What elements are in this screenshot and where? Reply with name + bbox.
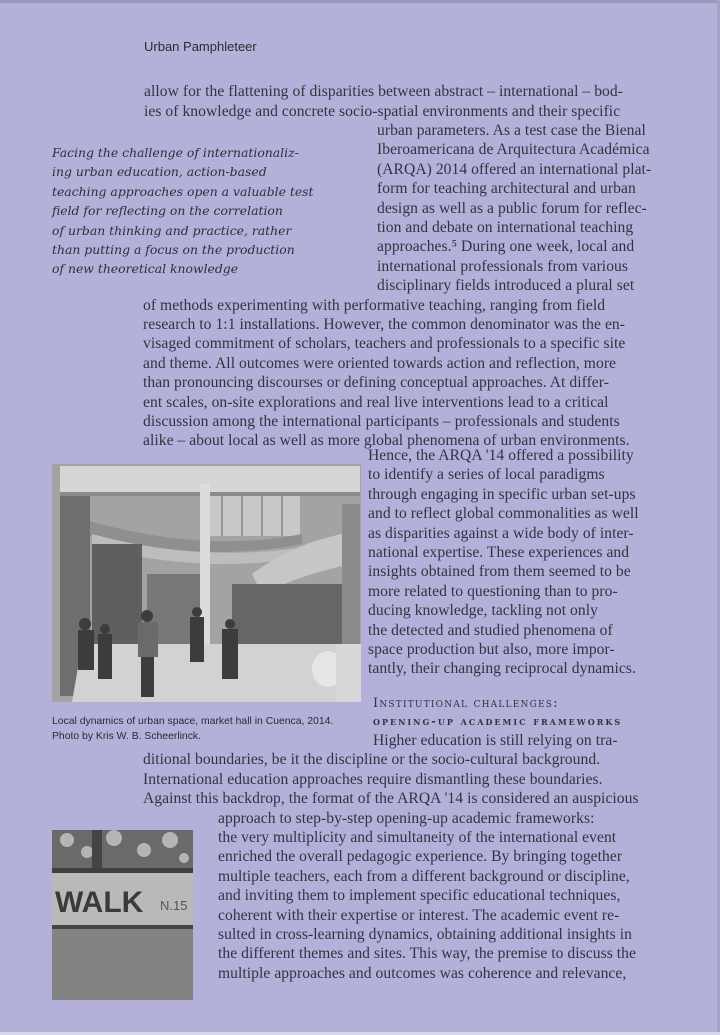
section-heading-line2: opening-up academic frameworks <box>373 715 623 728</box>
pull-quote-line: of new theoretical knowledge <box>52 261 239 277</box>
text-line: ducing knowledge, tackling not only <box>368 602 598 620</box>
text-line: more related to questioning than to pro- <box>368 582 618 600</box>
walk-sign-photo <box>52 830 193 1000</box>
text-line: urban parameters. As a test case the Bienal <box>377 122 646 139</box>
running-head: Urban Pamphleteer <box>144 39 257 54</box>
caption-line: Local dynamics of urban space, market hall in Cuenca, 2014. <box>52 716 334 727</box>
pull-quote-line: of urban thinking and practice, rather <box>52 222 292 238</box>
text-line: as disparities against a wide body of inter- <box>368 524 634 542</box>
market-hall-photo <box>52 464 361 702</box>
pull-quote <box>52 143 357 279</box>
text-line: approaches.⁵ During one week, local and <box>377 238 635 256</box>
text-line: and to reflect global commonalities as well <box>368 505 639 523</box>
text-line: form for teaching architectural and urban <box>377 180 636 198</box>
text-line: International education approaches require dismantling these boundaries. <box>143 770 603 788</box>
text-line: of methods experimenting with performative teaching, ranging from field <box>143 296 606 314</box>
text-line: the different themes and sites. This way, the premise to discuss the <box>218 945 636 963</box>
text-line: multiple teachers, each from a different background or discipline, <box>218 867 630 885</box>
market-hall-illustration <box>52 464 361 702</box>
text-line: allow for the flattening of disparities between abstract – international – bod- <box>144 83 623 100</box>
text-line: insights obtained from them seemed to be <box>368 563 631 581</box>
text-line: Iberoamericana de Arquitectura Académica <box>377 141 650 159</box>
text-line: the very multiplicity and simultaneity of the international event <box>218 829 617 846</box>
text-line: visaged commitment of scholars, teachers and professionals to a specific site <box>143 335 626 353</box>
text-line: to identify a series of local paradigms <box>368 466 605 484</box>
text-line: through engaging in specific urban set-ups <box>368 485 636 503</box>
text-line: alike – about local as well as more global phenomena of urban environments. <box>143 432 630 450</box>
text-line: than pronouncing discourses or defining conceptual approaches. At differ- <box>143 374 609 392</box>
pull-quote-line: Facing the challenge of internationaliz- <box>52 145 299 160</box>
walk-sign-text: WALK <box>55 886 144 919</box>
walk-sign-illustration <box>52 830 193 1000</box>
text-line: ditional boundaries, be it the discipline or the socio-cultural background. <box>143 751 601 769</box>
walk-sign-number: N.15 <box>160 898 188 913</box>
text-line: and theme. All outcomes were oriented towards action and reflection, more <box>143 354 617 372</box>
text-line: international professionals from various <box>377 257 629 275</box>
text-line: enriched the overall pedagogic experience. By bringing together <box>218 848 623 866</box>
pull-quote-line: than putting a focus on the production <box>52 241 295 257</box>
text-line: tantly, their changing reciprocal dynamics. <box>368 660 636 678</box>
text-line: approach to step-by-step opening-up academic frameworks: <box>218 809 595 827</box>
text-line: discussion among the international participants – professionals and students <box>143 413 620 430</box>
text-line: (ARQA) 2014 offered an international plat- <box>377 160 652 178</box>
section-heading-line1: Institutional challenges: <box>373 696 559 711</box>
pull-quote-line: teaching approaches open a valuable test <box>52 183 314 199</box>
text-line: disciplinary fields introduced a plural set <box>377 277 635 295</box>
text-line: coherent with their expertise or interest. The academic event re- <box>218 906 620 924</box>
text-line: Higher education is still relying on tra- <box>373 732 618 749</box>
pull-quote-line: field for reflecting on the correlation <box>52 203 283 219</box>
caption-credit: Photo by Kris W. B. Scheerlinck. <box>52 731 201 742</box>
text-line: the detected and studied phenomena of <box>368 621 613 639</box>
text-line: ies of knowledge and concrete socio-spatial environments and their specific <box>144 102 621 120</box>
text-line: national expertise. These experiences and <box>368 544 630 561</box>
text-line: ent scales, on-site explorations and real live interventions lead to a critical <box>143 393 609 411</box>
text-line: sulted in cross-learning dynamics, obtaining additional insights in <box>218 926 632 943</box>
page-edge-top <box>0 0 720 3</box>
text-line: space production but also, more impor- <box>368 641 615 658</box>
text-line: Against this backdrop, the format of the ARQA '14 is considered an auspicious <box>143 790 639 808</box>
photo-caption <box>52 714 333 744</box>
text-line: Hence, the ARQA '14 offered a possibility <box>368 447 634 464</box>
text-line: tion and debate on international teaching <box>377 219 634 236</box>
pull-quote-line: ing urban education, action-based <box>52 164 267 180</box>
text-line: design as well as a public forum for reflec- <box>377 199 647 217</box>
text-line: multiple approaches and outcomes was coherence and relevance, <box>218 964 627 982</box>
text-line: and inviting them to implement specific educational techniques, <box>218 887 621 905</box>
text-line: research to 1:1 installations. However, the common denominator was the en- <box>143 316 626 333</box>
